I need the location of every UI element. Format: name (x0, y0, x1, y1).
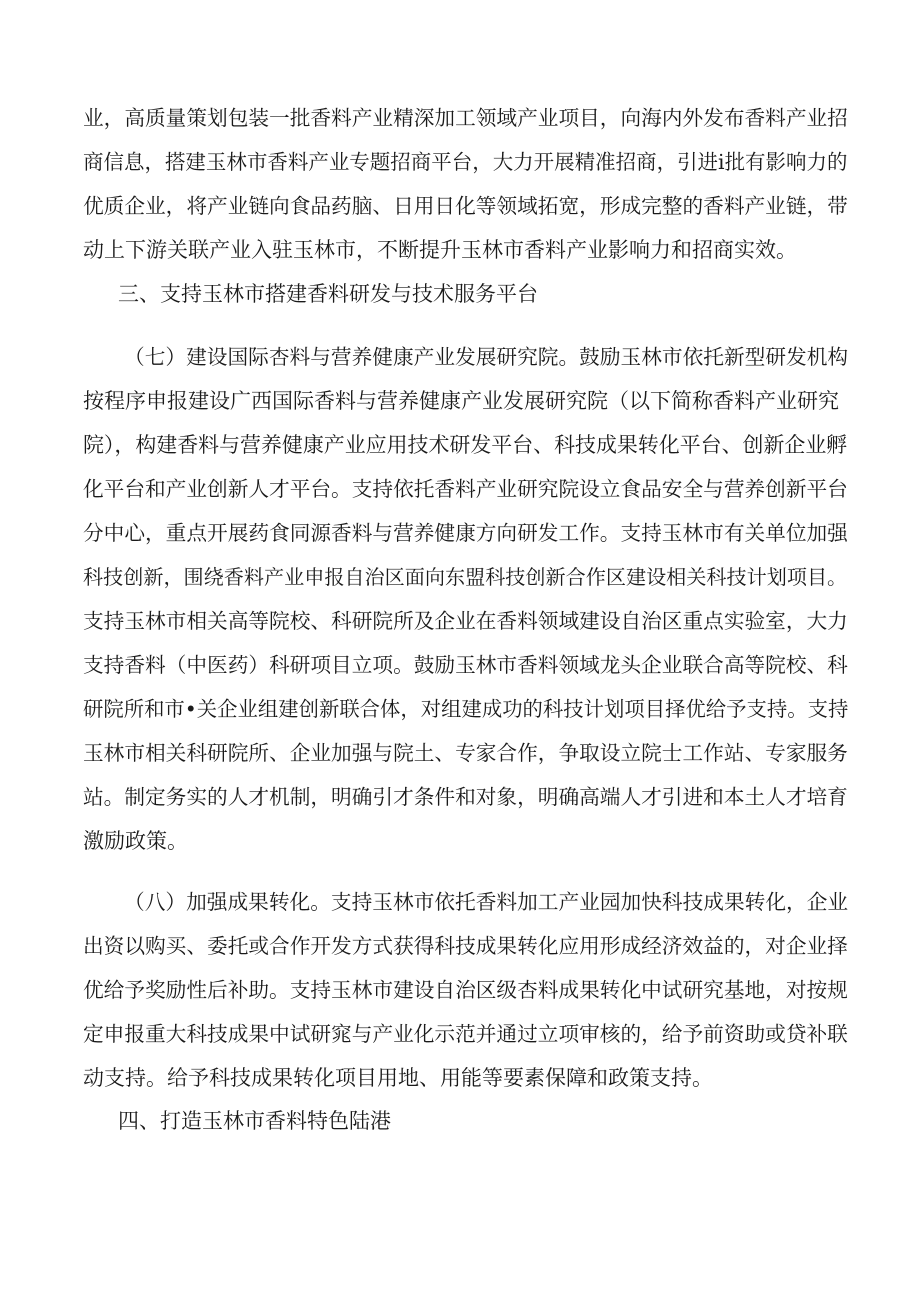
text-line: 玉林市相关科研院所、企业加强与院土、专家合作，争取设立院士工作站、专家服务 (83, 741, 848, 765)
text-line: 优质企业，将产业链向食品药脑、日用日化等领域拓宽，形成完整的香料产业链，带 (83, 194, 848, 218)
text-line: 科技创新，围绕香料产业申报自治区面向东盟科技创新合作区建设相关科技计划项目。 (83, 565, 848, 589)
text-line: 业，高质量策划包装一批香料产业精深加工领域产业项目，向海内外发布香料产业招 (83, 106, 848, 130)
text-line: 站。制定务实的人才机制，明确引才条件和对象，明确高端人才引进和本土人才培育 (83, 785, 848, 809)
text-line: 出资以购买、委托或合作开发方式获得科技成果转化应用形成经济效益的，对企业择 (83, 934, 848, 958)
text-line: 支持玉林市相关高等院校、科研院所及企业在香料领域建设自治区重点实验室，大力 (83, 609, 848, 633)
text-line: 按程序申报建设广西国际香料与营养健康产业发展研究院（以下简称香料产业研究 (83, 389, 839, 413)
text-line: 定申报重大科技成果中试研窕与产业化示范并通过立项审核的，给予前资助或贷补联 (83, 1022, 848, 1046)
section-heading: 四、打造玉林市香料特色陆港 (118, 1109, 391, 1133)
text-line: 支持香料（中医药）科研项目立项。鼓励玉林市香料领域龙头企业联合高等院校、科 (83, 653, 848, 677)
text-line: 优给予奖励性后补助。支持玉林市建设自治区级杏料成果转化中试研究基地，对按规 (83, 978, 848, 1002)
section-heading: 三、支持玉林市搭建香料研发与技术服务平台 (118, 282, 538, 306)
text-line: 分中心，重点开展药食同源香料与营养健康方向研发工作。支持玉林市有关单位加强 (83, 521, 848, 545)
text-line: 动上下游关联产业入驻玉林市，不断提升玉林市香料产业影响力和招商实效。 (83, 238, 797, 262)
text-line: （七）建设国际杏料与营养健康产业发展研究院。鼓励玉林市依托新型研发机构 (124, 345, 849, 369)
text-line: 商信息，搭建玉林市香料产业专题招商平台，大力开展精准招商，引进i批有影响力的 (83, 150, 848, 174)
text-line: 院），构建香料与营养健康产业应用技术研发平台、科技成果转化平台、创新企业孵 (83, 433, 848, 457)
text-line: 研院所和市•关企业组建创新联合体，对组建成功的科技计划项目择优给予支持。支持 (83, 697, 849, 721)
text-line: 化平台和产业创新人才平台。支持依托香料产业研究院设立食品安全与营养创新平台 (83, 477, 848, 501)
text-line: 动支持。给予科技成果转化项目用地、用能等要素保障和政策支持。 (83, 1066, 713, 1090)
text-line: 激励政策。 (83, 829, 188, 853)
text-line: （八）加强成果转化。支持玉林市依托香料加工产业园加快科技成果转化，企业 (124, 890, 849, 914)
